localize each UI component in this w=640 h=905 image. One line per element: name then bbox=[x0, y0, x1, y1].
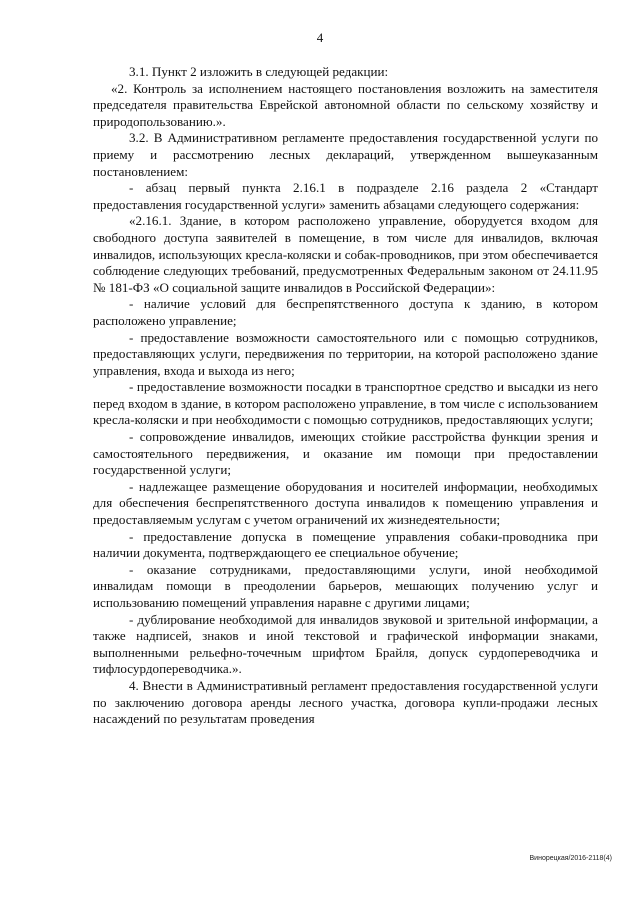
page-number: 4 bbox=[316, 30, 324, 45]
list-item-movement: - предоставление возможности самостоятельного или с помощью сотрудников, предоставляющих услуги, передвижения по территории, на которой расположено здание управления, входа и выхода из него; bbox=[93, 329, 598, 378]
list-item-transport: - предоставление возможности посадки в транспортное средство и высадки из него перед входом в здание, в котором расположено управление, в том числе с использованием кресла-коляски и при необходимости с помощью сотрудников, предоставляющих услуги; bbox=[93, 379, 598, 428]
paragraph-control-clause: «2. Контроль за исполнением настоящего постановления возложить на заместителя председателя правительства Еврейской автономной области по сельскому хозяйству и природопользованию.». bbox=[93, 80, 598, 129]
document-body bbox=[93, 64, 598, 728]
paragraph-3-2: 3.2. В Административном регламенте предоставления государственной услуги по приему и рассмотрению лесных деклараций, утвержденном вышеуказанным постановлением: bbox=[93, 130, 598, 179]
document-code: Винорецкая/2016-2118(4) bbox=[529, 855, 612, 862]
list-item-equipment: - надлежащее размещение оборудования и носителей информации, необходимых для обеспечения беспрепятственного доступа инвалидов к помещению управления и предоставляемым услугам с учетом ограничений их жизнедеятельности; bbox=[93, 478, 598, 528]
list-item-assistance: - оказание сотрудниками, предоставляющими услуги, иной необходимой инвалидам помощи в преодолении барьеров, мешающих получению услуг и использованию помещений управления наравне с другими лицами; bbox=[93, 561, 598, 610]
list-item-access-conditions: - наличие условий для беспрепятственного доступа к зданию, в котором расположено управление; bbox=[93, 296, 598, 328]
paragraph-3-1: 3.1. Пункт 2 изложить в следующей редакции: bbox=[129, 64, 389, 79]
list-item-duplication: - дублирование необходимой для инвалидов звуковой и зрительной информации, а также надписей, знаков и иной текстовой и графической информации знаками, выполненными рельефно-точечным шрифтом Брайля, допуск сурдопереводчика и тифлосурдопереводчика.». bbox=[93, 611, 598, 677]
paragraph-2-16-1: «2.16.1. Здание, в котором расположено управление, оборудуется входом для свободного доступа заявителей в помещение, в том числе для инвалидов, включая инвалидов, использующих кресла-коляски и собак-проводников, при этом обеспечивается соблюдение следующих требований, предусмотренных Федеральным законом от 24.11.95 № 181-ФЗ «О социальной защите инвалидов в Российской Федерации»: bbox=[93, 213, 598, 295]
paragraph-4: 4. Внести в Административный регламент предоставления государственной услуги по заключению договора аренды лесного участка, договора купли-продажи лесных насаждений по результатам проведения bbox=[93, 677, 598, 727]
list-item-guide-dog: - предоставление допуска в помещение управления собаки-проводника при наличии документа, подтверждающего ее специальное обучение; bbox=[93, 528, 598, 561]
list-item-escort: - сопровождение инвалидов, имеющих стойкие расстройства функции зрения и самостоятельного передвижения, и оказание им помощи при предоставлении государственной услуги; bbox=[93, 429, 598, 478]
paragraph-abzac: - абзац первый пункта 2.16.1 в подразделе 2.16 раздела 2 «Стандарт предоставления государственной услуги» заменить абзацами следующего содержания: bbox=[93, 180, 598, 212]
